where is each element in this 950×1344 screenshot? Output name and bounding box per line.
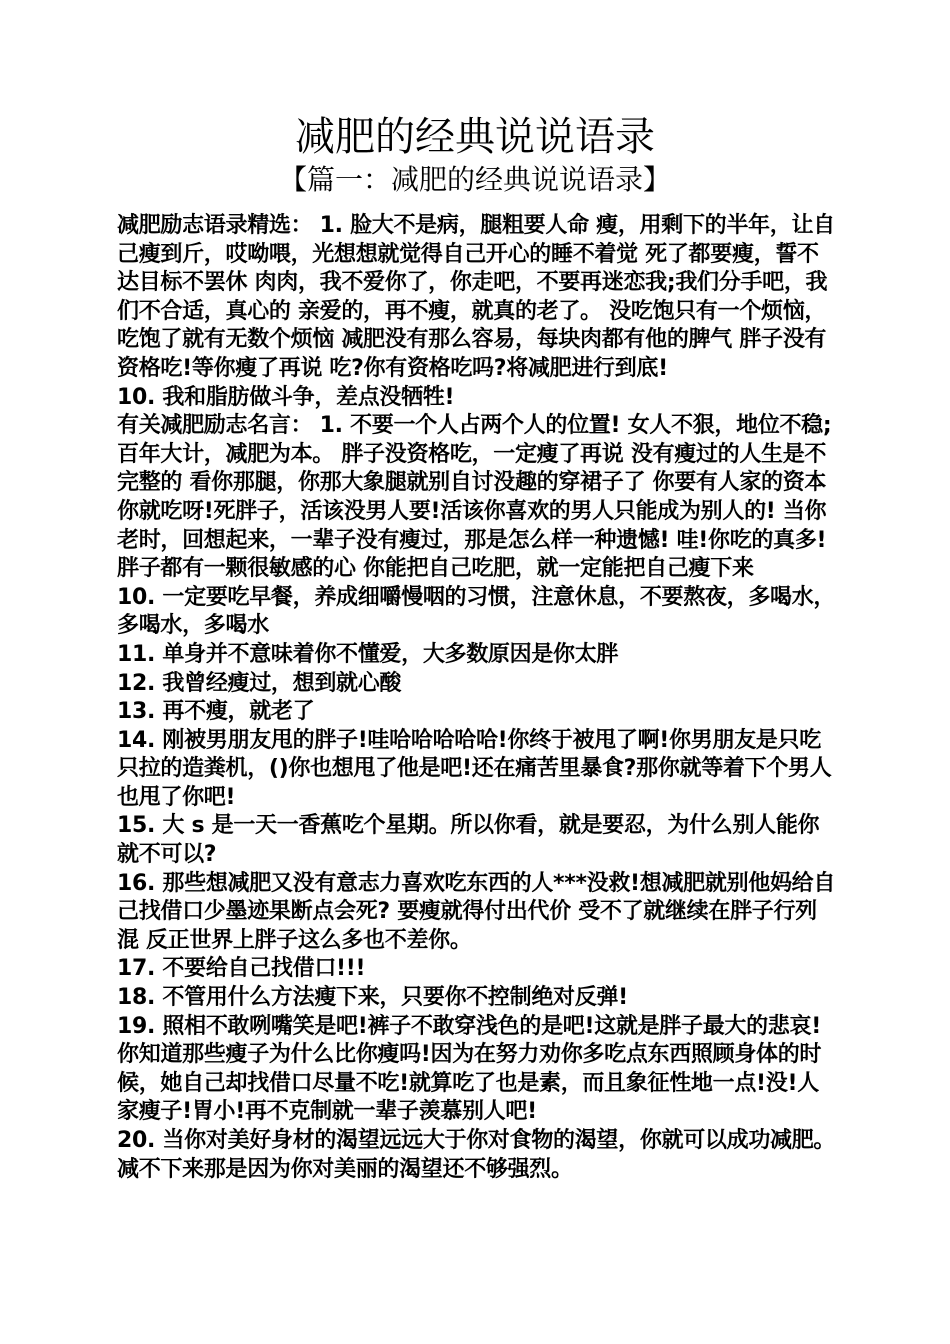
- paragraph-item: 14. 刚被男朋友甩的胖子!哇哈哈哈哈哈!你终于被甩了啊!你男朋友是只吃只拉的造粪机，()你也想甩了他是吧!还在痛苦里暴食?那你就等着下个男人也甩了你吧!: [117, 727, 832, 810]
- paragraph-intro-quotes: 减肥励志语录精选： 1. 脸大不是病，腿粗要人命 瘦，用剩下的半年，让自己瘦到斤，哎呦喂，光想想就觉得自己开心的睡不着觉 死了都要瘦，誓不达目标不罢休 肉肉，我不爱你了，你走吧，不要再迷恋我;我们分手吧，我们不合适，真心的 亲爱的，再不瘦，就真的老了。 没吃饱只有一个烦恼，吃饱了就有无数个烦恼 减肥没有那么容易，每块肉都有他的脾气 胖子没有资格吃!等你瘦了再说 吃?你有资格吃吗?将减肥进行到底!: [117, 213, 835, 381]
- paragraph-item: 18. 不管用什么方法瘦下来，只要你不控制绝对反弹!: [117, 985, 628, 1011]
- paragraph-item: 12. 我曾经瘦过，想到就心酸: [117, 670, 402, 696]
- document-title: 减肥的经典说说语录: [295, 114, 655, 160]
- paragraph-item: 17. 不要给自己找借口!!!: [117, 956, 366, 982]
- paragraph-famous-quotes: 有关减肥励志名言： 1. 不要一个人占两个人的位置! 女人不狠，地位不稳;百年大计，减肥为本。 胖子没资格吃，一定瘦了再说 没有瘦过的人生是不完整的 看你那腿，你那大象腿就别自讨没趣的穿裙子了 你要有人家的资本你就吃呀!死胖子，活该没男人要!活该你喜欢的男人只能成为别人的! 当你老时，回想起来，一辈子没有瘦过，那是怎么样一种遗憾! 哇!你吃的真多!胖子都有一颗很敏感的心 你能把自己吃肥，就一定能把自己瘦下来: [117, 413, 832, 582]
- paragraph-item: 10. 我和脂肪做斗争，差点没牺牲!: [117, 384, 455, 410]
- document-body: [117, 212, 837, 1184]
- paragraph-item: 10. 一定要吃早餐，养成细嚼慢咽的习惯，注意休息，不要熬夜，多喝水，多喝水，多喝水: [117, 584, 836, 639]
- paragraph-item: 16. 那些想减肥又没有意志力喜欢吃东西的人***没救!想减肥就别他妈给自己找借口少墨迹果断点会死? 要瘦就得付出代价 受不了就继续在胖子行列混 反正世界上胖子这么多也不差你。: [117, 870, 836, 953]
- paragraph-item: 15. 大 s 是一天一香蕉吃个星期。所以你看，就是要忍，为什么别人能你就不可以?: [117, 813, 820, 868]
- paragraph-item: 11. 单身并不意味着你不懂爱，大多数原因是你太胖: [117, 641, 619, 667]
- paragraph-item: 19. 照相不敢咧嘴笑是吧!裤子不敢穿浅色的是吧!这就是胖子最大的悲哀!你知道那些瘦子为什么比你瘦吗!因为在努力劝你多吃点东西照顾身体的时候，她自己却找借口尽量不吃!就算吃了也是素，而且象征性地一点!没!人家瘦子!胃小!再不克制就一辈子羡慕别人吧!: [117, 1013, 822, 1125]
- paragraph-item: 20. 当你对美好身材的渴望远远大于你对食物的渴望，你就可以成功减肥。减不下来那是因为你对美丽的渴望还不够强烈。: [117, 1128, 836, 1182]
- paragraph-item: 13. 再不瘦，就老了: [117, 699, 315, 725]
- document-subtitle: 【篇一：减肥的经典说说语录】: [278, 163, 671, 196]
